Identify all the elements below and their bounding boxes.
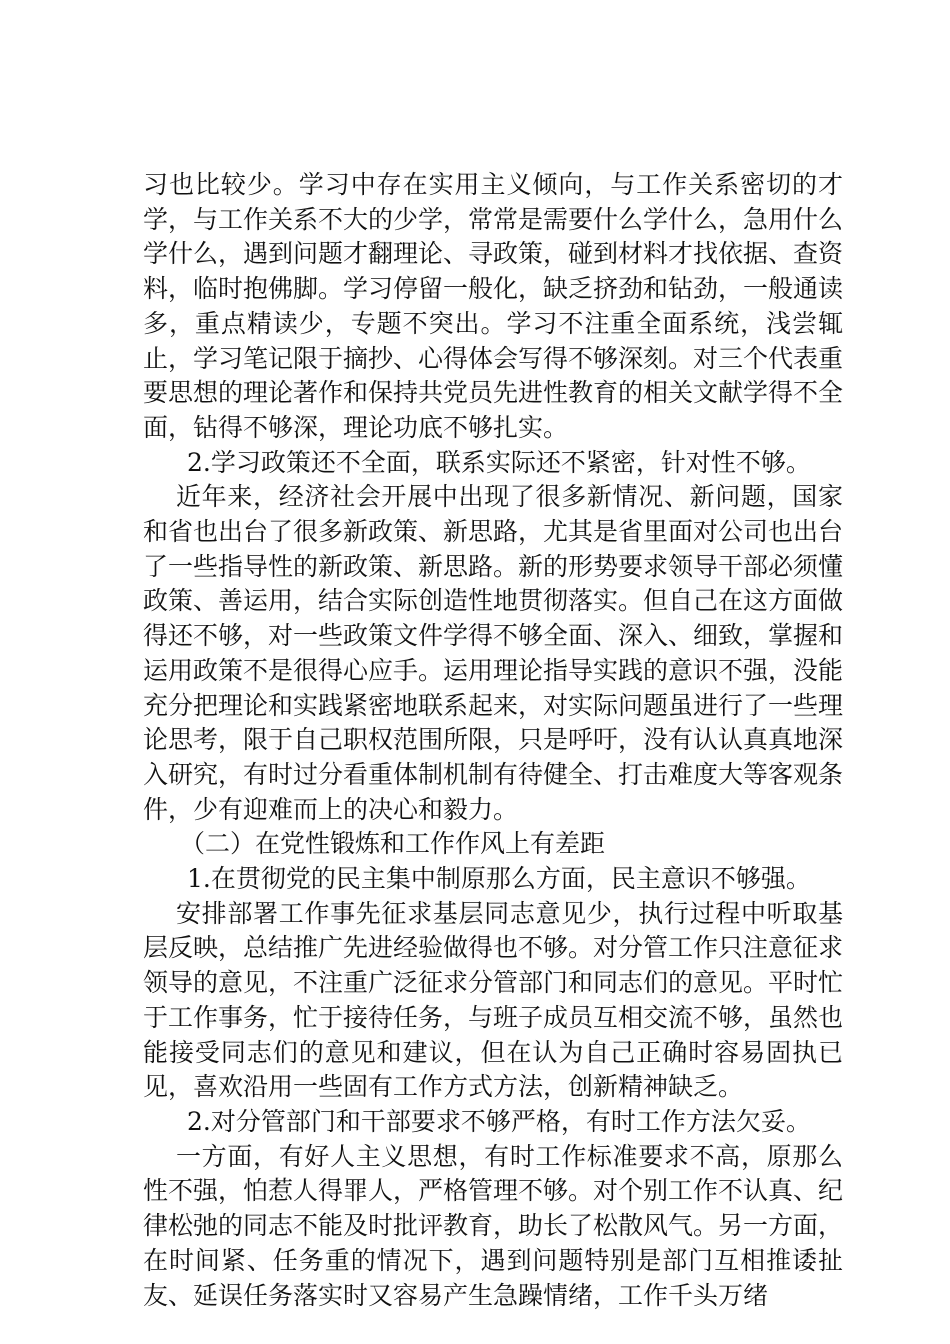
paragraph-study-issues-continued: 习也比较少。学习中存在实用主义倾向，与工作关系密切的才学，与工作关系不大的少学，常常是需要什么学什么，急用什么学什么，遇到问题才翻理论、寻政策，碰到材料才找依据、查资料，临时抱佛脚。学习停留一般化，缺乏挤劲和钻劲，一般通读多，重点精读少，专题不突出。学习不注重全面系统，浅尝辄止，学习笔记限于摘抄、心得体会写得不够深刻。对三个代表重要思想的理论著作和保持共党员先进性教育的相关文献学得不全面，钻得不够深，理论功底不够扎实。	[143, 170, 844, 442]
section-heading-party-spirit: （二）在党性锻炼和工作作风上有差距	[180, 829, 606, 859]
paragraph-policy-study: 近年来，经济社会开展中出现了很多新情况、新问题，国家和省也出台了很多新政策、新思路，尤其是省里面对公司也出台了一些指导性的新政策、新思路。新的形势要求领导干部必须懂政策、善运用，结合实际创造性地贯彻落实。但自己在这方面做得还不够，对一些政策文件学得不够全面、深入、细致，掌握和运用政策不是很得心应手。运用理论指导实践的意识不强，没能充分把理论和实践紧密地联系起来，对实际问题虽进行了一些理论思考，限于自己职权范围所限，只是呼吁，没有认认真真地深入研究，有时过分看重体制机制有待健全、打击难度大等客观条件，少有迎难而上的决心和毅力。	[143, 482, 844, 824]
paragraph-democratic-centralism: 安排部署工作事先征求基层同志意见少，执行过程中听取基层反映，总结推广先进经验做得也不够。对分管工作只注意征求领导的意见，不注重广泛征求分管部门和同志们的意见。平时忙于工作事务，忙于接待任务，与班子成员互相交流不够，虽然也能接受同志们的意见和建议，但在认为自己正确时容易固执已见，喜欢沿用一些固有工作方式方法，创新精神缺乏。	[143, 898, 844, 1102]
item-heading-management-strictness: 2.对分管部门和干部要求不够严格，有时工作方法欠妥。	[187, 1106, 811, 1136]
item-heading-democratic-centralism: 1.在贯彻党的民主集中制原那么方面，民主意识不够强。	[187, 864, 811, 894]
paragraph-management-strictness: 一方面，有好人主义思想，有时工作标准要求不高，原那么性不强，怕惹人得罪人，严格管理不够。对个别工作不认真、纪律松弛的同志不能及时批评教育，助长了松散风气。另一方面，在时间紧、任务重的情况下，遇到问题特别是部门互相推诿扯友、延误任务落实时又容易产生急躁情绪，工作千头万绪	[143, 1141, 844, 1310]
item-heading-policy-study: 2.学习政策还不全面，联系实际还不紧密，针对性不够。	[187, 447, 811, 477]
document-body	[143, 168, 843, 1313]
